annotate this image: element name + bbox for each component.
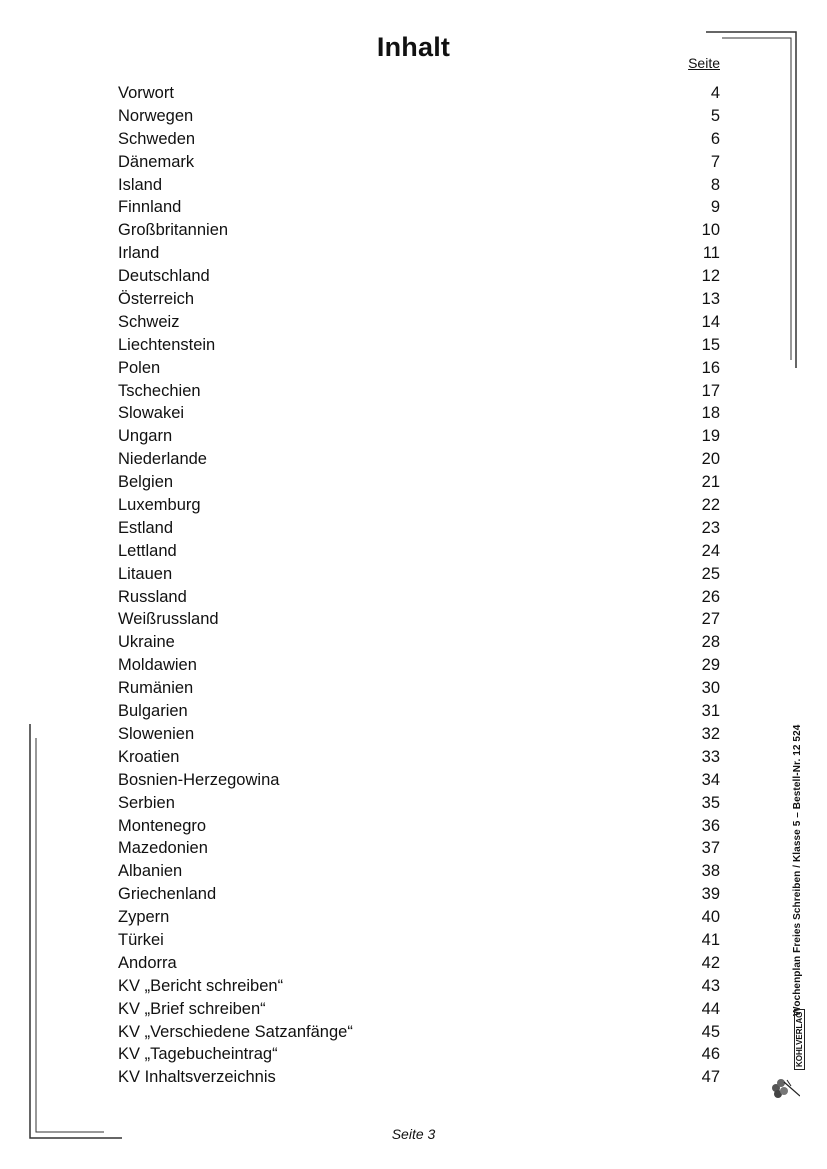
toc-entry-label: Moldawien	[118, 656, 197, 675]
toc-entry-label: Norwegen	[118, 106, 194, 125]
toc-entry	[118, 1043, 720, 1066]
toc-entry-page: 19	[701, 427, 720, 446]
toc-entry	[118, 631, 720, 654]
toc-entry-page: 41	[701, 930, 720, 949]
toc-entry	[118, 998, 720, 1021]
toc-entry-label: KV „Verschiedene Satzanfänge“	[118, 1022, 353, 1041]
toc-entry	[118, 174, 720, 197]
toc-entry-label: KV „Tagebucheintrag“	[118, 1045, 278, 1064]
toc-entry-page: 46	[701, 1045, 720, 1064]
toc-entry-label: Bosnien-Herzegowina	[118, 770, 280, 789]
toc-entry-page: 7	[710, 152, 720, 171]
toc-entry-label: Litauen	[118, 564, 173, 583]
toc-entry	[118, 792, 720, 815]
toc-entry-label: Belgien	[118, 473, 174, 492]
toc-entry-label: KV Inhaltsverzeichnis	[118, 1068, 276, 1087]
toc-entry-label: Montenegro	[118, 816, 207, 835]
toc-entry-label: Tschechien	[118, 381, 201, 400]
toc-entry	[118, 265, 720, 288]
toc-entry	[118, 975, 720, 998]
toc-entry-label: Vorwort	[118, 84, 174, 102]
toc-entry-page: 28	[701, 633, 720, 652]
toc-entry-page: 20	[701, 450, 720, 469]
toc-entry	[118, 654, 720, 677]
toc-entry-page: 6	[710, 129, 720, 148]
toc-entry	[118, 219, 720, 242]
page-footer: Seite 3	[391, 1126, 436, 1142]
toc-entry	[118, 471, 720, 494]
toc-entry	[118, 540, 720, 563]
toc-entry-page: 23	[701, 518, 720, 537]
toc-entry-page: 22	[701, 496, 720, 515]
toc-entry-label: Polen	[118, 358, 161, 377]
toc-entry-page: 8	[710, 175, 720, 194]
toc-entry-label: Liechtenstein	[118, 335, 216, 354]
toc-entry-page: 42	[701, 953, 720, 972]
toc-entry	[118, 952, 720, 975]
toc-entry-label: Weißrussland	[118, 610, 219, 629]
toc-entry-page: 21	[701, 473, 720, 492]
toc-entry-label: Bulgarien	[118, 702, 188, 721]
toc-entry	[118, 517, 720, 540]
toc-entry-label: Andorra	[118, 953, 177, 972]
toc-entry	[118, 677, 720, 700]
toc-entry	[118, 700, 720, 723]
toc-entry-page: 35	[701, 793, 720, 812]
toc-entry-page: 39	[701, 885, 720, 904]
toc-entry	[118, 563, 720, 586]
toc-entry-label: Island	[118, 175, 163, 194]
toc-entry	[118, 929, 720, 952]
toc-entry	[118, 357, 720, 380]
toc-entry-label: Luxemburg	[118, 496, 201, 515]
toc-entry	[118, 425, 720, 448]
toc-entry	[118, 883, 720, 906]
toc-entry-label: Dänemark	[118, 152, 195, 171]
toc-entry-label: Serbien	[118, 793, 175, 812]
toc-entry-page: 17	[701, 381, 720, 400]
toc-entry-label: Albanien	[118, 862, 183, 881]
toc-entry	[118, 334, 720, 357]
toc-entry-label: Griechenland	[118, 885, 217, 904]
toc-entry-page: 24	[701, 541, 720, 560]
page-title: Inhalt	[376, 32, 451, 62]
toc-entry-label: Rumänien	[118, 679, 194, 698]
toc-entry-label: KV „Brief schreiben“	[118, 999, 266, 1018]
toc-entry-page: 33	[701, 747, 720, 766]
toc-entry	[118, 906, 720, 929]
toc-entry-label: Estland	[118, 518, 174, 537]
toc-entry-label: Kroatien	[118, 747, 180, 766]
toc-entry-page: 31	[701, 702, 720, 721]
toc-entry	[118, 837, 720, 860]
toc-entry-page: 14	[701, 312, 720, 331]
toc-entry-label: Irland	[118, 244, 160, 263]
toc-entry	[118, 1021, 720, 1044]
toc-entry-page: 15	[701, 335, 720, 354]
toc-entry-page: 25	[701, 564, 720, 583]
toc-entry-label: Russland	[118, 587, 187, 606]
toc-entry-page: 10	[701, 221, 720, 240]
toc-entry-page: 11	[702, 244, 720, 263]
toc-entry-label: Mazedonien	[118, 839, 208, 858]
toc-entry-page: 36	[701, 816, 720, 835]
toc-entry	[118, 860, 720, 883]
corner-frame-bottom-left	[26, 724, 126, 1144]
toc-entry	[118, 723, 720, 746]
toc-entry-label: Schweden	[118, 129, 196, 148]
toc-entry	[118, 82, 720, 105]
toc-entry-page: 12	[701, 267, 720, 286]
toc-entry-label: Slowenien	[118, 724, 195, 743]
toc-entry-page: 34	[701, 770, 720, 789]
toc-entry-label: Ukraine	[118, 633, 175, 652]
toc-entry-label: Schweiz	[118, 312, 180, 331]
toc-entry-page: 44	[701, 999, 720, 1018]
toc-entry	[118, 196, 720, 219]
toc-entry	[118, 608, 720, 631]
toc-entry	[118, 494, 720, 517]
toc-entry	[118, 380, 720, 403]
toc-entry	[118, 402, 720, 425]
toc-entry-label: Lettland	[118, 541, 177, 560]
toc-entry	[118, 769, 720, 792]
toc-entry-page: 13	[701, 290, 720, 309]
toc-entry-label: Österreich	[118, 290, 195, 309]
toc-entry-label: Slowakei	[118, 404, 185, 423]
toc-entry-label: Niederlande	[118, 450, 207, 469]
toc-entry-page: 40	[701, 908, 720, 927]
toc-entry-label: Finnland	[118, 198, 182, 217]
toc-entry	[118, 815, 720, 838]
toc-entry-page: 18	[701, 404, 720, 423]
toc-entry	[118, 105, 720, 128]
toc-entry	[118, 288, 720, 311]
toc-entry	[118, 311, 720, 334]
toc-entry	[118, 746, 720, 769]
toc-entry	[118, 128, 720, 151]
toc-entry-label: Großbritannien	[118, 221, 229, 240]
toc-entry	[118, 586, 720, 609]
toc-entry-page: 47	[701, 1068, 720, 1087]
toc-entry-label: Zypern	[118, 908, 170, 927]
toc-entry-page: 5	[710, 106, 720, 125]
toc-entry	[118, 448, 720, 471]
toc-entry-page: 37	[701, 839, 720, 858]
toc-entry-label: Ungarn	[118, 427, 173, 446]
toc-entry-page: 32	[701, 724, 720, 743]
toc-entry	[118, 242, 720, 265]
toc-entry-page: 29	[701, 656, 720, 675]
publisher-logo-text: KOHLVERLAG	[794, 1009, 805, 1070]
toc-entry-page: 43	[701, 976, 720, 995]
toc-entry	[118, 151, 720, 174]
toc-entry-label: KV „Bericht schreiben“	[118, 976, 284, 995]
page-column-header: Seite	[688, 55, 720, 71]
toc-entry-page: 30	[701, 679, 720, 698]
toc-entry-page: 45	[701, 1022, 720, 1041]
toc-entry	[118, 1066, 720, 1089]
table-of-contents	[118, 82, 720, 1089]
toc-entry-label: Türkei	[118, 930, 164, 949]
toc-entry-page: 16	[701, 358, 720, 377]
corner-frame-top-right	[706, 30, 798, 370]
toc-entry-page: 27	[701, 610, 720, 629]
toc-entry-page: 4	[710, 84, 720, 102]
toc-entry-page: 38	[701, 862, 720, 881]
toc-entry-label: Deutschland	[118, 267, 210, 286]
toc-entry-page: 9	[710, 198, 720, 217]
toc-entry-page: 26	[701, 587, 720, 606]
side-order-info: Wochenplan Freies Schreiben / Klasse 5 – Bestell-Nr. 12 524	[792, 724, 803, 1016]
